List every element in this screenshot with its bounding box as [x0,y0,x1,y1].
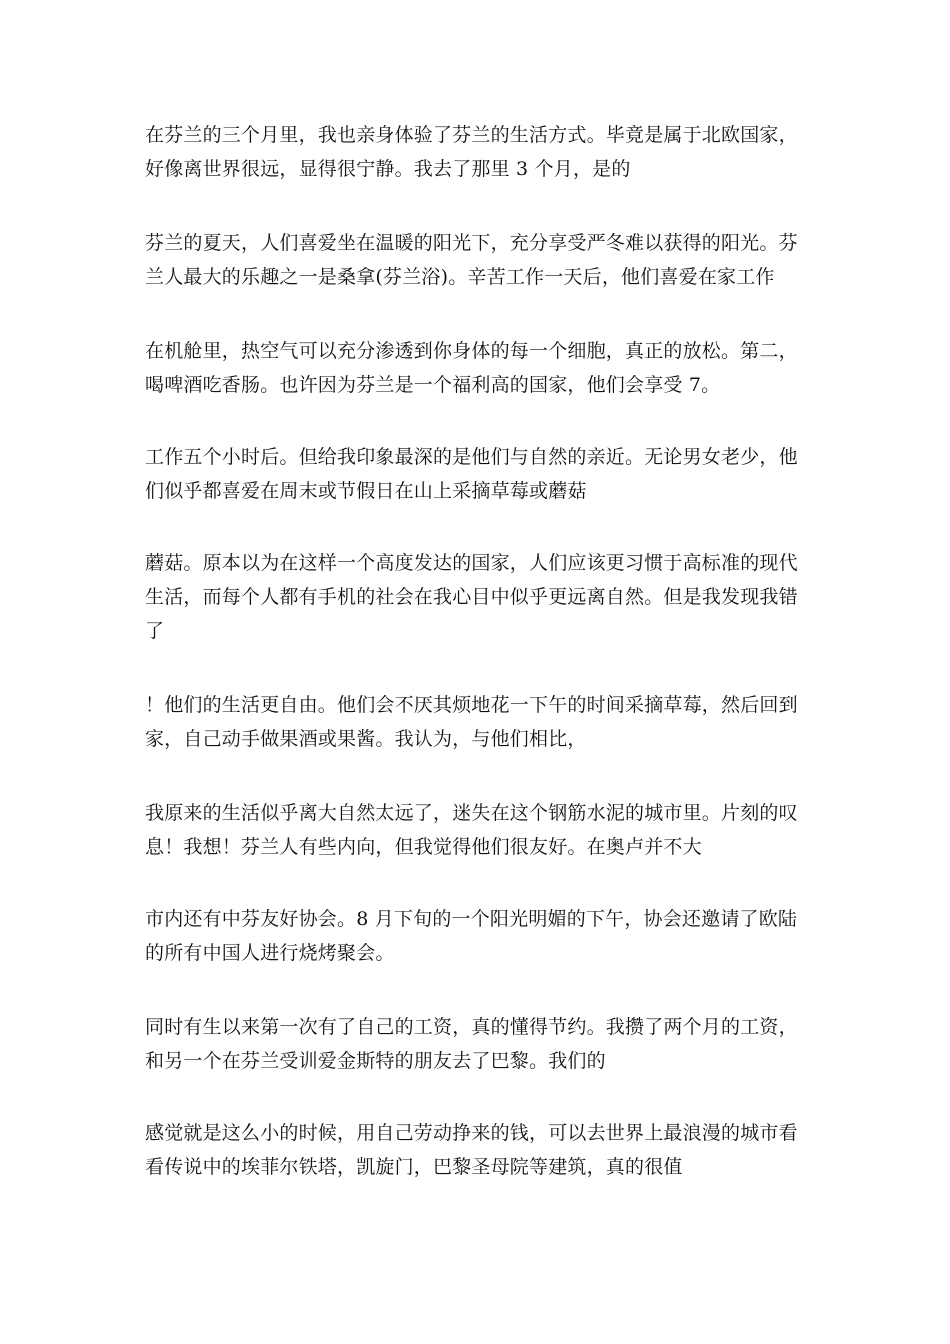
text-line: 芬兰的夏天，人们喜爱坐在温暖的阳光下，充分享受严冬难以获得的阳光。芬 [145,232,798,254]
text-line: 在机舱里，热空气可以充分渗透到你身体的每一个细胞，真正的放松。第二， [145,340,798,362]
paragraph-8 [145,902,810,970]
text-line: 看传说中的埃菲尔铁塔，凯旋门，巴黎圣母院等建筑，真的很值 [145,1156,683,1178]
text-line: 蘑菇。原本以为在这样一个高度发达的国家，人们应该更习惯于高标准的现代 [145,552,798,574]
text-line: 和另一个在芬兰受训爱金斯特的朋友去了巴黎。我们的 [145,1050,606,1072]
text-line: 我原来的生活似乎离大自然太远了，迷失在这个钢筋水泥的城市里。片刻的叹 [145,802,798,824]
text-line: 好像离世界很远，显得很宁静。我去了那里 3 个月，是的 [145,158,631,180]
paragraph-5 [145,546,810,648]
paragraph-2 [145,226,810,294]
paragraph-7 [145,796,810,864]
text-line: 同时有生以来第一次有了自己的工资，真的懂得节约。我攒了两个月的工资， [145,1016,798,1038]
text-line: 生活，而每个人都有手机的社会在我心目中似乎更远离自然。但是我发现我错 [145,586,798,608]
text-line: 感觉就是这么小的时候，用自己劳动挣来的钱，可以去世界上最浪漫的城市看 [145,1122,798,1144]
text-line: 息！我想！芬兰人有些内向，但我觉得他们很友好。在奥卢并不大 [145,836,702,858]
paragraph-6 [145,688,810,756]
text-line: 喝啤酒吃香肠。也许因为芬兰是一个福利高的国家，他们会享受 7。 [145,374,721,396]
text-line: 在芬兰的三个月里，我也亲身体验了芬兰的生活方式。毕竟是属于北欧国家， [145,124,798,146]
text-line: 市内还有中芬友好协会。8 月下旬的一个阳光明媚的下午，协会还邀请了欧陆 [145,908,798,930]
text-line: 们似乎都喜爱在周末或节假日在山上采摘草莓或蘑菇 [145,480,587,502]
paragraph-10 [145,1116,810,1184]
text-line: ！他们的生活更自由。他们会不厌其烦地花一下午的时间采摘草莓，然后回到 [145,694,798,716]
text-line: 的所有中国人进行烧烤聚会。 [145,942,395,964]
text-line: 了 [145,620,165,642]
paragraph-9 [145,1010,810,1078]
paragraph-1 [145,118,810,186]
paragraph-3 [145,334,810,402]
text-line: 兰人最大的乐趣之一是桑拿(芬兰浴)。辛苦工作一天后，他们喜爱在家工作 [145,266,775,288]
text-line: 工作五个小时后。但给我印象最深的是他们与自然的亲近。无论男女老少，他 [145,446,798,468]
paragraph-4 [145,440,810,508]
text-line: 家，自己动手做果酒或果酱。我认为，与他们相比， [145,728,587,750]
